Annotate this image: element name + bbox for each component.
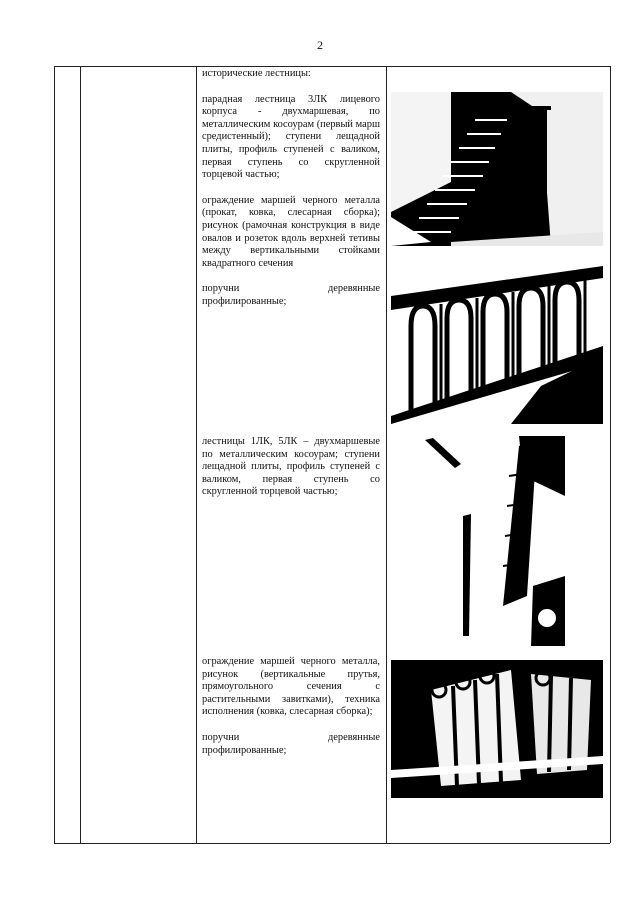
table-border-bottom	[54, 843, 610, 844]
row-3-text	[202, 656, 380, 757]
paragraph: парадная лестница 3ЛК лицевого корпуса - двухмаршевая, по металлическим косоурам (первый марш средистенный); ступени лещадной плиты, профиль ступеней с валиком, первая ступень со скругленной торцевой частью;	[202, 93, 380, 181]
table-divider-2	[196, 66, 197, 843]
staircase-photo-1lk-5lk	[423, 436, 565, 646]
table-divider-1	[80, 66, 81, 843]
railing-photo-scrolls	[391, 660, 603, 798]
paragraph: поручни деревянные профилированные;	[202, 731, 380, 756]
table-border-right	[610, 66, 611, 843]
row-1-text	[202, 68, 380, 309]
table-border-top	[54, 66, 610, 67]
paragraph: лестницы 1ЛК, 5ЛК – двухмаршевые по металлическим косоурам; ступени лещадной плиты, профиль ступеней с валиком, первая ступень со скругленной торцевой частью;	[202, 436, 380, 498]
table-border-left	[54, 66, 55, 843]
table-divider-3	[386, 66, 387, 843]
railing-photo-ovals	[391, 266, 603, 424]
page-number: 2	[317, 38, 323, 52]
paragraph: исторические лестницы:	[202, 68, 311, 79]
paragraph: ограждение маршей черного металла, рисунок (вертикальные прутья, прямоугольного сечения с растительными завитками), техника исполнения (ковка, слесарная сборка);	[202, 656, 380, 718]
paragraph: поручни деревянные профилированные;	[202, 283, 380, 307]
staircase-photo-3lk	[391, 92, 603, 246]
paragraph: ограждение маршей черного металла (прокат, ковка, слесарная сборка); рисунок (рамочная конструкция в виде овалов и розеток вдоль верхней тетивы между вертикальными стойками квадратного сечения	[202, 194, 380, 269]
row-2-text	[202, 436, 380, 499]
